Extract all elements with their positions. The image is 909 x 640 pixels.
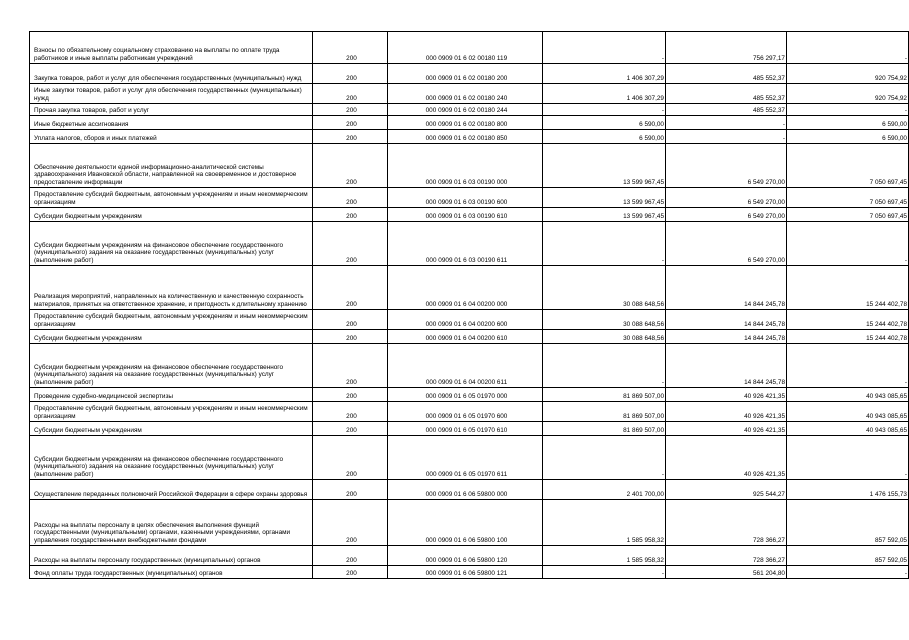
row-executed-amount-cell: 561 204,80 [666, 566, 787, 579]
row-code-cell: 200 [313, 144, 388, 188]
row-code-cell: 200 [313, 402, 388, 422]
row-code-cell: 200 [313, 566, 388, 579]
row-classification-cell: 000 0909 01 6 02 00180 200 [388, 64, 543, 84]
row-unexecuted-amount-cell: 1 476 155,73 [787, 480, 909, 500]
row-executed-amount-cell: - [666, 130, 787, 144]
row-classification-cell: 000 0909 01 6 02 00180 850 [388, 130, 543, 144]
row-name-cell: Проведение судебно-медицинской экспертизы [30, 388, 313, 402]
row-unexecuted-amount-cell: 857 592,05 [787, 500, 909, 546]
row-unexecuted-amount-cell: 7 050 697,45 [787, 144, 909, 188]
row-approved-amount-cell: 13 599 967,45 [543, 188, 666, 208]
row-unexecuted-amount-cell: - [787, 32, 909, 64]
row-approved-amount-cell: 1 406 307,29 [543, 84, 666, 104]
row-code-cell: 200 [313, 84, 388, 104]
row-classification-cell: 000 0909 01 6 03 00190 610 [388, 208, 543, 222]
row-executed-amount-cell: 485 552,37 [666, 84, 787, 104]
row-executed-amount-cell: - [666, 116, 787, 130]
table-row [30, 84, 909, 104]
table-row [30, 130, 909, 144]
row-unexecuted-amount-cell: 40 943 085,65 [787, 422, 909, 436]
row-code-cell: 200 [313, 344, 388, 388]
budget-table-body [30, 32, 909, 579]
table-row [30, 330, 909, 344]
table-row [30, 188, 909, 208]
row-code-cell: 200 [313, 116, 388, 130]
row-unexecuted-amount-cell: - [787, 566, 909, 579]
row-approved-amount-cell: - [543, 222, 666, 266]
row-code-cell: 200 [313, 32, 388, 64]
row-name-cell: Субсидии бюджетным учреждениям [30, 330, 313, 344]
row-code-cell: 200 [313, 310, 388, 330]
row-code-cell: 200 [313, 546, 388, 566]
row-name-cell: Расходы на выплаты персоналу государственных (муниципальных) органов [30, 546, 313, 566]
row-name-cell: Обеспечение деятельности единой информационно-аналитической системы здравоохранения Ивановской области, направленной на своевременное и достоверное предоставление информации [30, 144, 313, 188]
row-executed-amount-cell: 756 297,17 [666, 32, 787, 64]
row-executed-amount-cell: 6 549 270,00 [666, 208, 787, 222]
row-code-cell: 200 [313, 130, 388, 144]
row-name-cell: Субсидии бюджетным учреждениям на финансовое обеспечение государственного (муниципального) задания на оказание государственных (муниципальных) услуг (выполнение работ) [30, 222, 313, 266]
row-name-cell: Предоставление субсидий бюджетным, автономным учреждениям и иным некоммерческим организациям [30, 402, 313, 422]
row-unexecuted-amount-cell: - [787, 436, 909, 480]
row-name-cell: Фонд оплаты труда государственных (муниципальных) органов [30, 566, 313, 579]
row-executed-amount-cell: 14 844 245,78 [666, 310, 787, 330]
row-approved-amount-cell: 1 406 307,29 [543, 64, 666, 84]
row-name-cell: Предоставление субсидий бюджетным, автономным учреждениям и иным некоммерческим организациям [30, 188, 313, 208]
table-row [30, 32, 909, 64]
table-row [30, 480, 909, 500]
table-row [30, 222, 909, 266]
table-row [30, 208, 909, 222]
row-executed-amount-cell: 40 926 421,35 [666, 402, 787, 422]
row-unexecuted-amount-cell: - [787, 344, 909, 388]
row-classification-cell: 000 0909 01 6 05 01970 610 [388, 422, 543, 436]
row-executed-amount-cell: 14 844 245,78 [666, 344, 787, 388]
row-unexecuted-amount-cell: 15 244 402,78 [787, 330, 909, 344]
row-approved-amount-cell: 6 590,00 [543, 116, 666, 130]
row-approved-amount-cell: 2 401 700,00 [543, 480, 666, 500]
table-row [30, 104, 909, 116]
row-executed-amount-cell: 6 549 270,00 [666, 188, 787, 208]
row-classification-cell: 000 0909 01 6 05 01970 611 [388, 436, 543, 480]
row-name-cell: Субсидии бюджетным учреждениям на финансовое обеспечение государственного (муниципального) задания на оказание государственных (муниципальных) услуг (выполнение работ) [30, 436, 313, 480]
row-code-cell: 200 [313, 208, 388, 222]
row-name-cell: Реализация мероприятий, направленных на количественную и качественную сохранность материалов, принятых на ответственное хранение, и пригодность к длительному хранению [30, 266, 313, 310]
row-code-cell: 200 [313, 266, 388, 310]
row-approved-amount-cell: - [543, 436, 666, 480]
row-classification-cell: 000 0909 01 6 02 00180 119 [388, 32, 543, 64]
row-approved-amount-cell: 30 088 648,56 [543, 310, 666, 330]
row-executed-amount-cell: 6 549 270,00 [666, 144, 787, 188]
row-name-cell: Взносы по обязательному социальному страхованию на выплаты по оплате труда работников и иные выплаты работникам учреждений [30, 32, 313, 64]
row-classification-cell: 000 0909 01 6 03 00190 611 [388, 222, 543, 266]
row-code-cell: 200 [313, 64, 388, 84]
row-name-cell: Субсидии бюджетным учреждениям [30, 208, 313, 222]
table-row [30, 344, 909, 388]
row-classification-cell: 000 0909 01 6 04 00200 000 [388, 266, 543, 310]
row-unexecuted-amount-cell: 920 754,92 [787, 84, 909, 104]
row-unexecuted-amount-cell: 40 943 085,65 [787, 402, 909, 422]
row-name-cell: Прочая закупка товаров, работ и услуг [30, 104, 313, 116]
row-name-cell: Иные закупки товаров, работ и услуг для обеспечения государственных (муниципальных) нужд [30, 84, 313, 104]
row-executed-amount-cell: 728 366,27 [666, 546, 787, 566]
table-row [30, 402, 909, 422]
row-unexecuted-amount-cell: 15 244 402,78 [787, 266, 909, 310]
table-row [30, 64, 909, 84]
row-executed-amount-cell: 925 544,27 [666, 480, 787, 500]
row-unexecuted-amount-cell: 920 754,92 [787, 64, 909, 84]
row-approved-amount-cell: 13 599 967,45 [543, 144, 666, 188]
row-executed-amount-cell: 14 844 245,78 [666, 266, 787, 310]
row-classification-cell: 000 0909 01 6 05 01970 000 [388, 388, 543, 402]
row-name-cell: Субсидии бюджетным учреждениям на финансовое обеспечение государственного (муниципального) задания на оказание государственных (муниципальных) услуг (выполнение работ) [30, 344, 313, 388]
row-code-cell: 200 [313, 480, 388, 500]
row-executed-amount-cell: 728 366,27 [666, 500, 787, 546]
row-name-cell: Предоставление субсидий бюджетным, автономным учреждениям и иным некоммерческим организациям [30, 310, 313, 330]
row-approved-amount-cell: - [543, 104, 666, 116]
row-classification-cell: 000 0909 01 6 02 00180 800 [388, 116, 543, 130]
row-approved-amount-cell: 81 869 507,00 [543, 402, 666, 422]
row-code-cell: 200 [313, 436, 388, 480]
row-classification-cell: 000 0909 01 6 03 00190 000 [388, 144, 543, 188]
row-classification-cell: 000 0909 01 6 06 59800 120 [388, 546, 543, 566]
row-unexecuted-amount-cell: 40 943 085,65 [787, 388, 909, 402]
row-classification-cell: 000 0909 01 6 06 59800 121 [388, 566, 543, 579]
row-name-cell: Уплата налогов, сборов и иных платежей [30, 130, 313, 144]
row-code-cell: 200 [313, 388, 388, 402]
row-unexecuted-amount-cell: 7 050 697,45 [787, 188, 909, 208]
budget-sheet [29, 31, 909, 579]
table-row [30, 116, 909, 130]
row-code-cell: 200 [313, 422, 388, 436]
row-classification-cell: 000 0909 01 6 04 00200 611 [388, 344, 543, 388]
table-row [30, 388, 909, 402]
row-approved-amount-cell: 81 869 507,00 [543, 422, 666, 436]
table-row [30, 310, 909, 330]
table-row [30, 422, 909, 436]
row-executed-amount-cell: 40 926 421,35 [666, 388, 787, 402]
row-name-cell: Иные бюджетные ассигнования [30, 116, 313, 130]
row-executed-amount-cell: 485 552,37 [666, 104, 787, 116]
row-name-cell: Осуществление переданных полномочий Российской Федерации в сфере охраны здоровья [30, 480, 313, 500]
row-approved-amount-cell: 81 869 507,00 [543, 388, 666, 402]
row-unexecuted-amount-cell: - [787, 222, 909, 266]
row-code-cell: 200 [313, 222, 388, 266]
row-code-cell: 200 [313, 500, 388, 546]
row-approved-amount-cell: 30 088 648,56 [543, 330, 666, 344]
row-approved-amount-cell: 30 088 648,56 [543, 266, 666, 310]
budget-table [29, 31, 909, 579]
row-classification-cell: 000 0909 01 6 02 00180 244 [388, 104, 543, 116]
table-row [30, 566, 909, 579]
row-approved-amount-cell: - [543, 566, 666, 579]
row-unexecuted-amount-cell: 857 592,05 [787, 546, 909, 566]
row-unexecuted-amount-cell: 15 244 402,78 [787, 310, 909, 330]
row-code-cell: 200 [313, 104, 388, 116]
table-row [30, 546, 909, 566]
row-classification-cell: 000 0909 01 6 06 59800 100 [388, 500, 543, 546]
row-code-cell: 200 [313, 330, 388, 344]
row-executed-amount-cell: 40 926 421,35 [666, 436, 787, 480]
row-executed-amount-cell: 40 926 421,35 [666, 422, 787, 436]
row-classification-cell: 000 0909 01 6 05 01970 600 [388, 402, 543, 422]
row-executed-amount-cell: 485 552,37 [666, 64, 787, 84]
table-row [30, 436, 909, 480]
row-approved-amount-cell: 13 599 967,45 [543, 208, 666, 222]
row-name-cell: Закупка товаров, работ и услуг для обеспечения государственных (муниципальных) нужд [30, 64, 313, 84]
row-approved-amount-cell: - [543, 32, 666, 64]
row-unexecuted-amount-cell: - [787, 104, 909, 116]
row-classification-cell: 000 0909 01 6 04 00200 610 [388, 330, 543, 344]
row-executed-amount-cell: 14 844 245,78 [666, 330, 787, 344]
table-row [30, 144, 909, 188]
row-name-cell: Расходы на выплаты персоналу в целях обеспечения выполнения функций государственными (муниципальными) органами, казенными учреждениями, органами управления государственными внебюджетными фондами [30, 500, 313, 546]
row-classification-cell: 000 0909 01 6 04 00200 600 [388, 310, 543, 330]
row-unexecuted-amount-cell: 7 050 697,45 [787, 208, 909, 222]
row-approved-amount-cell: 1 585 958,32 [543, 546, 666, 566]
row-executed-amount-cell: 6 549 270,00 [666, 222, 787, 266]
row-unexecuted-amount-cell: 6 590,00 [787, 130, 909, 144]
table-row [30, 266, 909, 310]
table-row [30, 500, 909, 546]
row-approved-amount-cell: 6 590,00 [543, 130, 666, 144]
row-code-cell: 200 [313, 188, 388, 208]
row-classification-cell: 000 0909 01 6 06 59800 000 [388, 480, 543, 500]
row-approved-amount-cell: 1 585 958,32 [543, 500, 666, 546]
row-name-cell: Субсидии бюджетным учреждениям [30, 422, 313, 436]
row-classification-cell: 000 0909 01 6 02 00180 240 [388, 84, 543, 104]
row-unexecuted-amount-cell: 6 590,00 [787, 116, 909, 130]
row-classification-cell: 000 0909 01 6 03 00190 600 [388, 188, 543, 208]
row-approved-amount-cell: - [543, 344, 666, 388]
